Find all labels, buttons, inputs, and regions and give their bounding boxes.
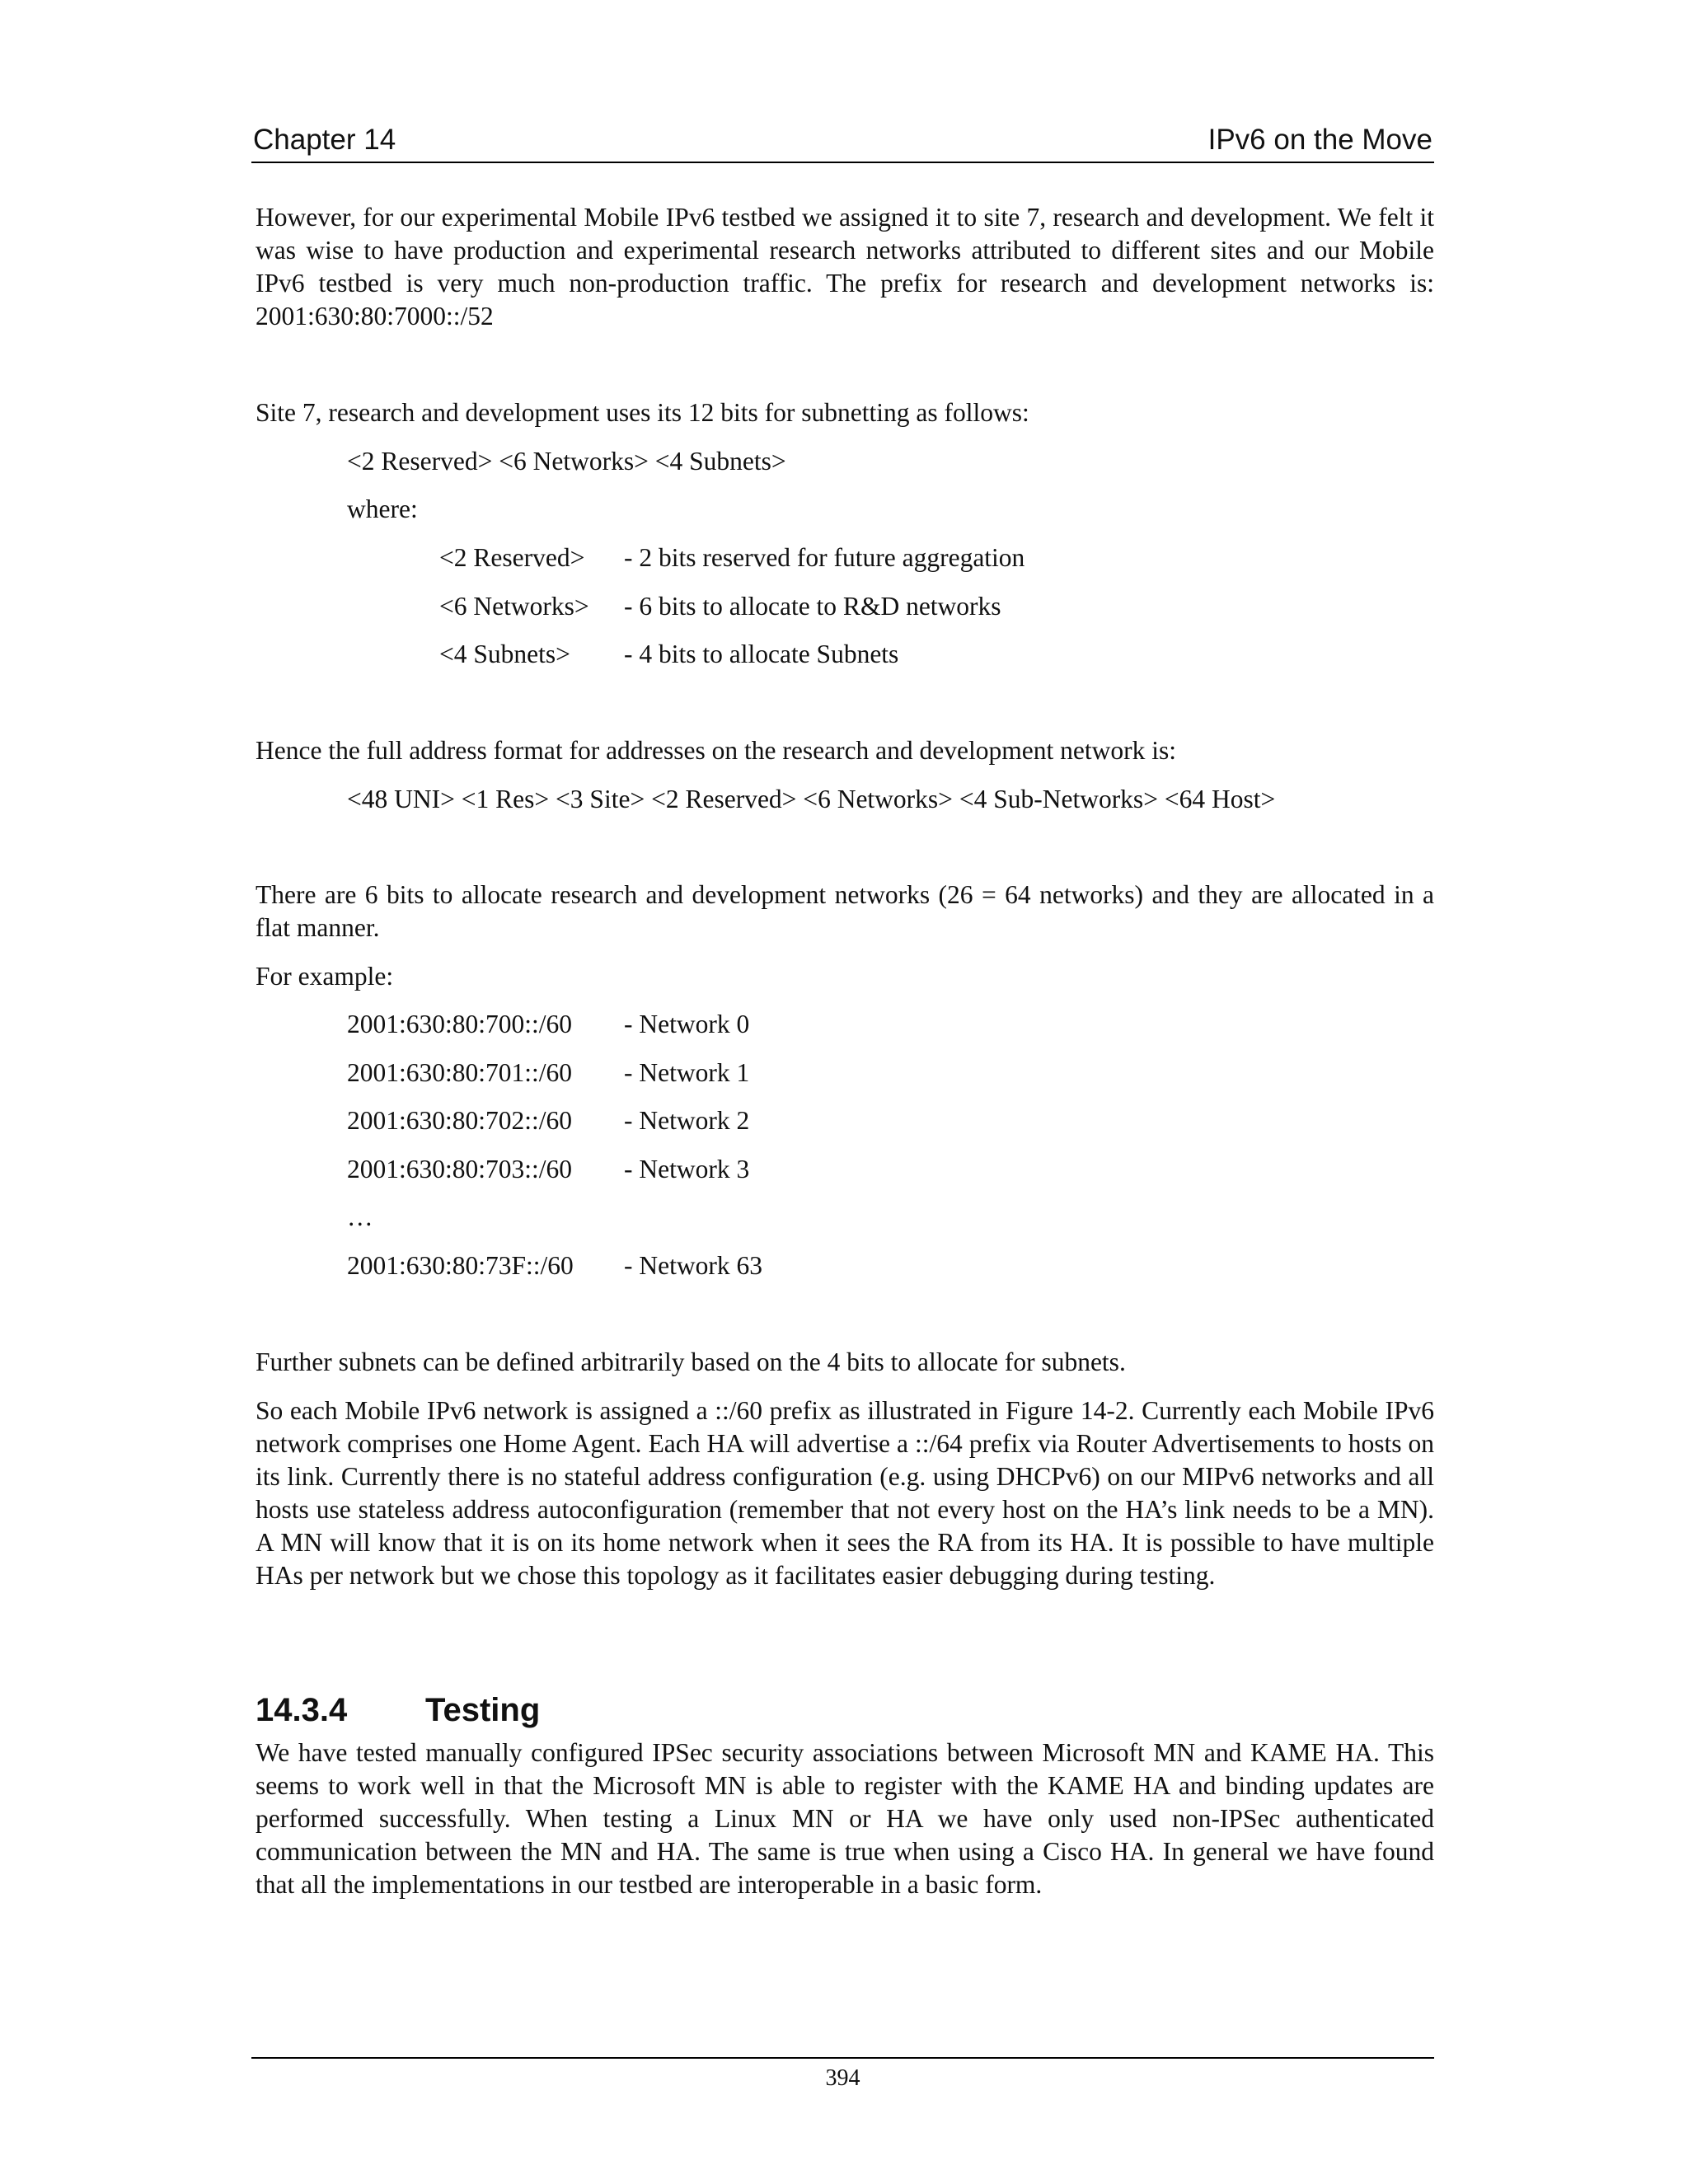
example-prefix-1: 2001:630:80:701::/60 xyxy=(347,1058,573,1087)
def-desc-networks: - 6 bits to allocate to R&D networks xyxy=(624,592,1001,621)
for-example-label: For example: xyxy=(256,962,394,991)
section-heading xyxy=(256,1690,540,1731)
def-desc-subnets: - 4 bits to allocate Subnets xyxy=(624,640,899,668)
chapter-label: Chapter 14 xyxy=(253,124,396,156)
example-prefix-0: 2001:630:80:700::/60 xyxy=(347,1010,573,1038)
full-address-format: <48 UNI> <1 Res> <3 Site> <2 Reserved> <6 Networks> <4 Sub-Networks> <64 Host> xyxy=(347,785,1276,813)
page-footer xyxy=(251,2057,1434,2091)
paragraph-subnetting-intro: Site 7, research and development uses its 12 bits for subnetting as follows: xyxy=(256,398,1029,427)
section-title: Testing xyxy=(425,1692,541,1728)
example-label-1: - Network 1 xyxy=(624,1058,750,1087)
example-prefix-2: 2001:630:80:702::/60 xyxy=(347,1106,573,1135)
chapter-title: IPv6 on the Move xyxy=(1207,124,1432,156)
section-number: 14.3.4 xyxy=(256,1692,348,1728)
def-term-subnets: <4 Subnets> xyxy=(439,640,570,668)
where-label: where: xyxy=(347,494,418,523)
subnet-format: <2 Reserved> <6 Networks> <4 Subnets> xyxy=(347,447,786,476)
page-number: 394 xyxy=(825,2065,860,2091)
example-ellipsis: … xyxy=(347,1202,373,1231)
def-desc-reserved: - 2 bits reserved for future aggregation xyxy=(624,543,1025,572)
paragraph-further-subnets: Further subnets can be defined arbitrarily based on the 4 bits to allocate for subnets. xyxy=(256,1347,1126,1376)
paragraph-prefix-assignment: So each Mobile IPv6 network is assigned a ::/60 prefix as illustrated in Figure 14-2. Currently each Mobile IPv6 network comprises one Home Agent. Each HA will advertise a ::/64 prefix via Router Advertisements to hosts on its link. Currently there is no stateful address configuration (e.g. using DHCPv6) on our MIPv6 networks and all hosts use stateless address autoconfiguration (remember that not every host on the HA’s link needs to be a MN). A MN will know that it is on its home network when it sees the RA from its HA. It is possible to have multiple HAs per network but we chose this topology as it facilitates easier debugging during testing. xyxy=(256,1396,1434,1590)
example-prefix-3: 2001:630:80:703::/60 xyxy=(347,1155,573,1183)
paragraph-testing: We have tested manually configured IPSec security associations between Microsoft MN and KAME HA. This seems to work well in that the Microsoft MN is able to register with the KAME HA and binding updates are performed successfully. When testing a Linux MN or HA we have only used non-IPSec authenticated communication between the MN and HA. The same is true when using a Cisco HA. In general we have found that all the implementations in our testbed are interoperable in a basic form. xyxy=(256,1738,1434,1899)
example-prefix-last: 2001:630:80:73F::/60 xyxy=(347,1251,574,1280)
def-term-networks: <6 Networks> xyxy=(439,592,589,621)
paragraph-full-format-intro: Hence the full address format for addresses on the research and development network is: xyxy=(256,736,1176,765)
example-label-last: - Network 63 xyxy=(624,1251,762,1280)
paragraph-site7: However, for our experimental Mobile IPv6 testbed we assigned it to site 7, research and development. We felt it was wise to have production and experimental research networks attributed to different sites and our Mobile IPv6 testbed is very much non-production traffic. The prefix for research and development networks is: 2001:630:80:7000::/52 xyxy=(256,203,1434,330)
example-label-0: - Network 0 xyxy=(624,1010,750,1038)
example-label-3: - Network 3 xyxy=(624,1155,750,1183)
page-header xyxy=(251,122,1434,163)
def-term-reserved: <2 Reserved> xyxy=(439,543,585,572)
example-label-2: - Network 2 xyxy=(624,1106,750,1135)
paragraph-networks-allocation: There are 6 bits to allocate research and development networks (26 = 64 networks) and they are allocated in a flat manner. xyxy=(256,880,1434,942)
